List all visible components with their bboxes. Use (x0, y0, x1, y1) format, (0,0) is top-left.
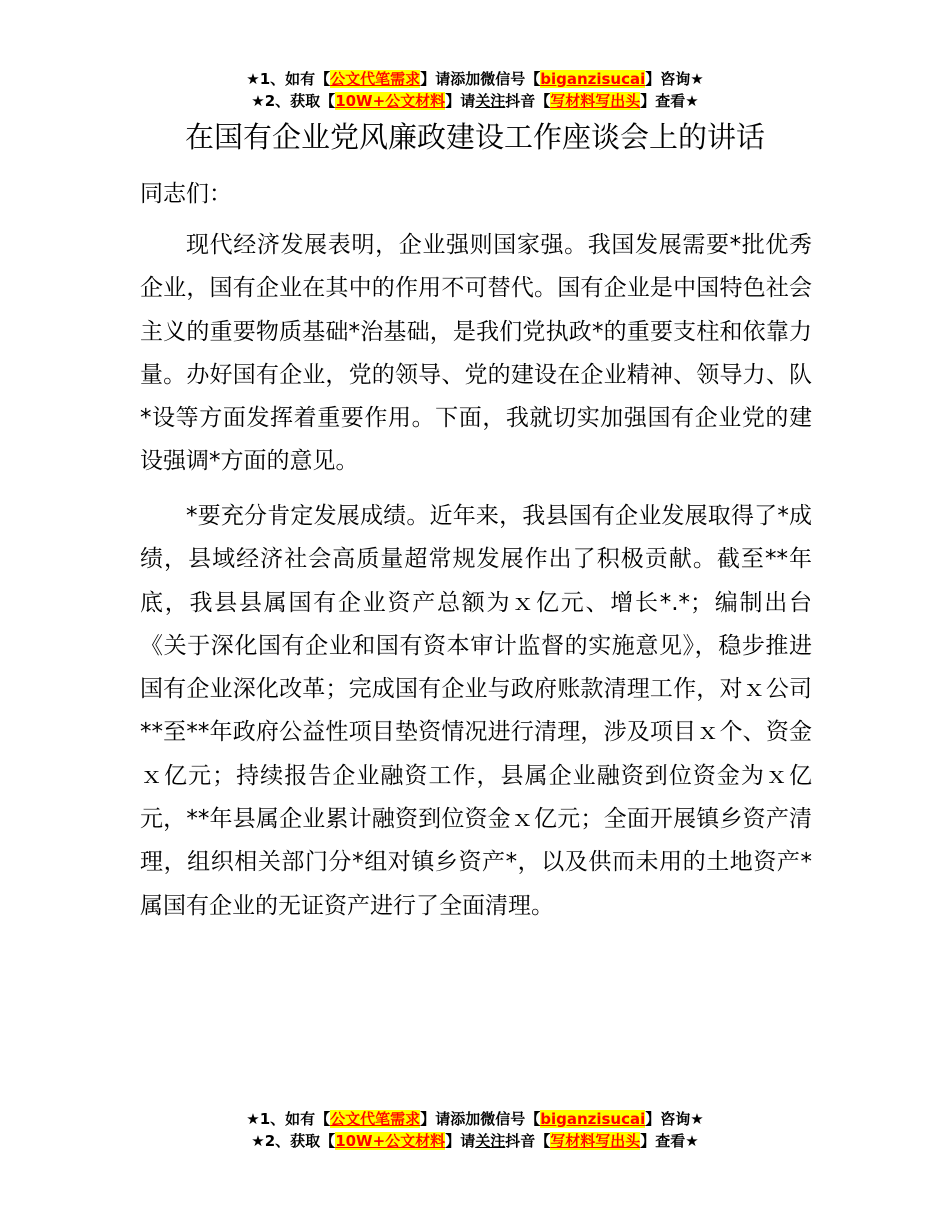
banner-highlight-wechat-id: biganzisucai (540, 70, 646, 88)
paragraph-achievements: *要充分肯定发展成绩。近年来，我县国有企业发展取得了*成绩，县域经济社会高质量超常规发展作出了积极贡献。截至**年底，我县县属国有企业资产总额为ｘ亿元、增长*.*；编制出台《关于深化国有企业和国有资本审计监督的实施意见》，稳步推进国有企业深化改革；完成国有企业与政府账款清理工作，对ｘ公司**至**年政府公益性项目垫资情况进行清理，涉及项目ｘ个、资金ｘ亿元；持续报告企业融资工作，县属企业融资到位资金为ｘ亿元，**年县属企业累计融资到位资金ｘ亿元；全面开展镇乡资产清理，组织相关部门分*组对镇乡资产*，以及供而未用的土地资产*属国有企业的无证资产进行了全面清理。 (140, 503, 812, 919)
banner-highlight-wechat-id: biganzisucai (540, 1110, 646, 1128)
banner-line-1: ★1、如有【公文代笔需求】请添加微信号【biganzisucai】咨询★ (246, 70, 704, 88)
banner-highlight-service: 公文代笔需求 (330, 70, 421, 88)
banner-highlight-douyin-account: 写材料写出头 (550, 1132, 641, 1150)
footer-banner (0, 1108, 950, 1152)
banner-line-1: ★1、如有【公文代笔需求】请添加微信号【biganzisucai】咨询★ (246, 1110, 704, 1128)
header-banner (0, 68, 950, 112)
banner-line-2: ★2、获取【10W+公文材料】请关注抖音【写材料写出头】查看★ (251, 92, 699, 110)
banner-line-2: ★2、获取【10W+公文材料】请关注抖音【写材料写出头】查看★ (251, 1132, 699, 1150)
document-title: 在国有企业党风廉政建设工作座谈会上的讲话 (184, 120, 765, 154)
salutation: 同志们： (140, 181, 232, 207)
banner-highlight-service: 公文代笔需求 (330, 1110, 421, 1128)
banner-follow-text: 关注 (475, 92, 506, 110)
banner-highlight-materials: 10W+公文材料 (335, 92, 446, 110)
banner-highlight-materials: 10W+公文材料 (335, 1132, 446, 1150)
paragraph-intro: 现代经济发展表明，企业强则国家强。我国发展需要*批优秀企业，国有企业在其中的作用不可替代。国有企业是中国特色社会主义的重要物质基础*治基础，是我们党执政*的重要支柱和依靠力量。办好国有企业，党的领导、党的建设在企业精神、领导力、队*设等方面发挥着重要作用。下面，我就切实加强国有企业党的建设强调*方面的意见。 (140, 232, 812, 475)
banner-highlight-douyin-account: 写材料写出头 (550, 92, 641, 110)
banner-follow-text: 关注 (475, 1132, 506, 1150)
